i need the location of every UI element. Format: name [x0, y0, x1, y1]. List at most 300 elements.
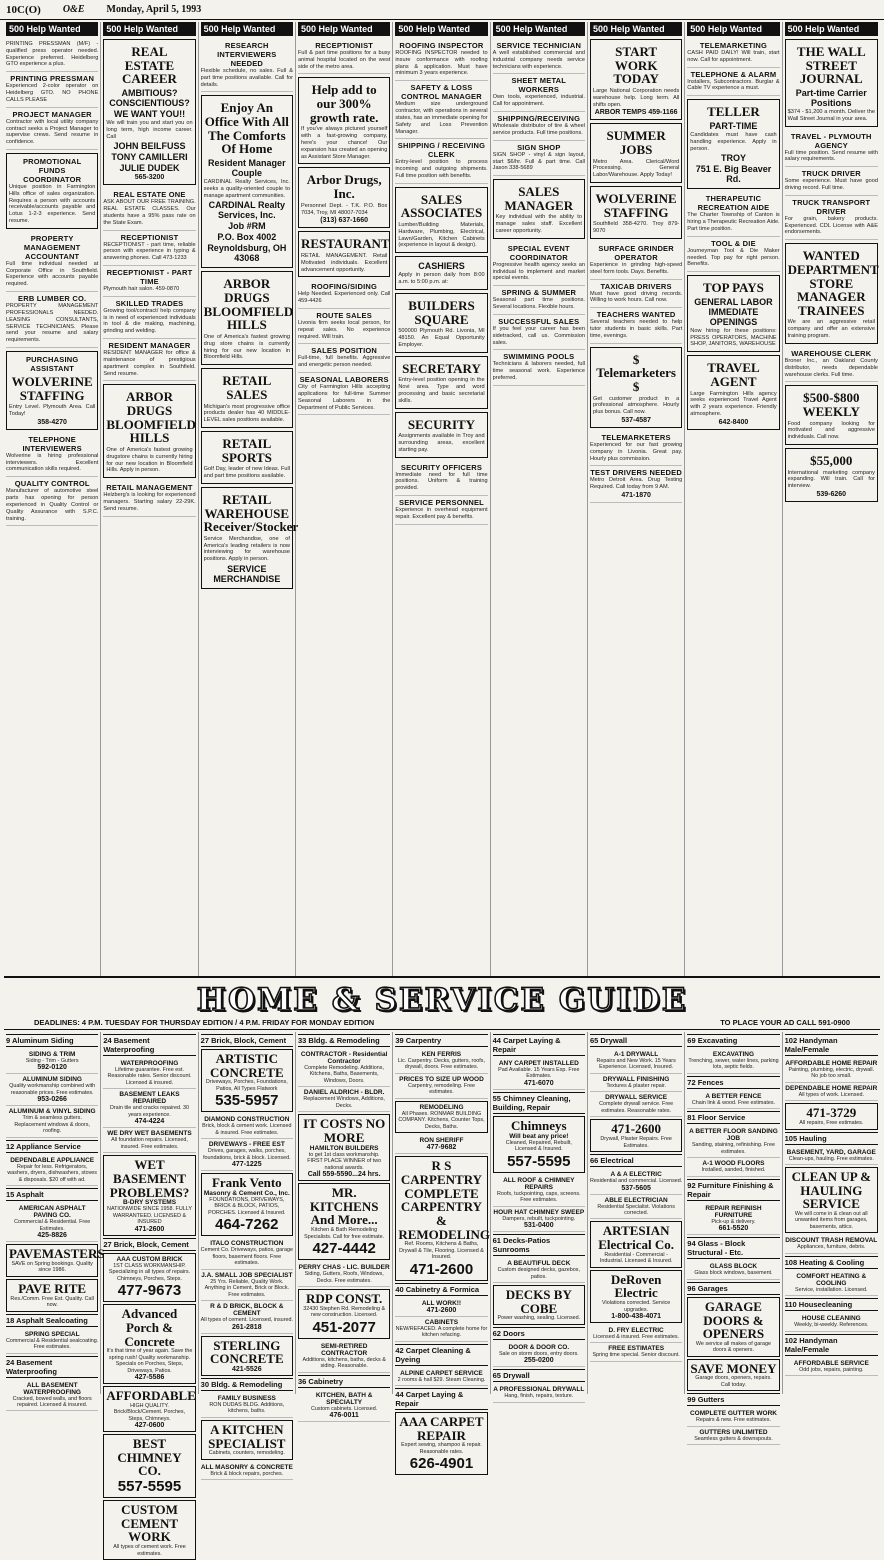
service-ad-headline: DEPENDABLE APPLIANCE	[10, 1156, 95, 1164]
classified-ad	[785, 385, 878, 445]
ad-subtitle: CASHIERS	[418, 261, 465, 272]
column-heading: 500 Help Wanted	[493, 22, 585, 36]
ad-body: Own tools, experienced, industrial. Call for appointment.	[492, 94, 585, 108]
ad-body: PRINTING PRESSMAN (M/F) - qualified press operator needed. Experience preferred. Heidelberg GTO experience a plus.	[6, 41, 99, 68]
ad-headline: TELEPHONE & ALARM	[690, 69, 777, 79]
service-ad	[785, 1235, 878, 1253]
service-ad-body: Lifetime guarantee. Free est. Reasonable rates. Senior discount. Licensed & insured.	[107, 1067, 192, 1086]
ad-subtitle: Resident Manager Couple	[208, 158, 286, 178]
column-heading: 500 Help Wanted	[590, 22, 682, 36]
classified-column	[101, 22, 198, 976]
place-ad-text: TO PLACE YOUR AD CALL 591-0900	[720, 1018, 850, 1027]
service-ad-phone: 471-2600	[134, 1225, 165, 1233]
service-ad	[687, 1126, 779, 1158]
service-category: 39 Carpentry	[395, 1034, 487, 1047]
service-ad-phone-large: 626-4901	[409, 1455, 474, 1473]
service-ad-headline: PERRY CHAS - LIC. BUILDER	[298, 1264, 390, 1272]
service-ad-headline: KEN FERRIS	[421, 1051, 462, 1058]
ad-phone: 539-6260	[816, 491, 847, 499]
service-ad-phone: 476-0011	[329, 1412, 359, 1420]
service-category: 69 Excavating	[687, 1034, 779, 1047]
service-ad-body: Glass block windows, basement.	[694, 1270, 773, 1277]
service-ad-body: NATIONWIDE SINCE 1958. FULLY WARRANTEED. LICENSED & INSURED	[107, 1206, 192, 1226]
classified-ad	[201, 95, 293, 268]
service-ad-body: SAVE on Spring bookings. Quality since 1986.	[11, 1260, 93, 1274]
service-ad-body: Repairs and New Work. 15 Years Experience. Licensed, Insured.	[596, 1058, 676, 1071]
classified-ad	[785, 39, 878, 127]
ad-headline: TELEMARKETERS	[601, 433, 671, 443]
service-category: 65 Drywall	[590, 1034, 682, 1047]
service-ad	[201, 1114, 293, 1139]
ad-body: Food company looking for motivated and aggressive individuals. Call now.	[787, 420, 875, 441]
classified-ad	[6, 232, 98, 292]
ad-subtitle: Part-time Carrier Positions	[795, 87, 867, 108]
service-category: 33 Bldg. & Remodeling	[298, 1034, 390, 1047]
service-ad-headline: HOUR HAT CHIMNEY SWEEP	[493, 1208, 585, 1216]
service-ad-body: Painting, plumbing, electric, drywall. No job too small.	[788, 1067, 875, 1080]
service-ad	[6, 1106, 98, 1137]
service-ad-phone: 592-0120	[37, 1064, 67, 1072]
ad-headline: SERVICE TECHNICIAN	[496, 41, 582, 50]
service-ad-headline: SIDING & TRIM	[28, 1051, 76, 1058]
service-category: 24 Basement Waterproofing	[103, 1034, 195, 1056]
service-ad-body: Replacement Windows, Additions, Decks.	[303, 1096, 385, 1109]
service-ad-phone: 425-8826	[37, 1232, 67, 1240]
service-ad-headline: PRICES TO SIZE UP WOOD	[399, 1075, 484, 1083]
service-category: 24 Basement Waterproofing	[6, 1356, 98, 1378]
ad-headline: SECURITY OFFICERS	[400, 462, 483, 472]
service-ad	[687, 1158, 779, 1176]
ad-body: Lumber/Building Materials, Hardware, Plumbing, Electrical, Lawn/Garden, Kitchen Cabinets (experience in layout & design).	[398, 222, 485, 249]
classified-ad	[590, 186, 682, 239]
service-ad-headline: CABINETS	[424, 1318, 459, 1326]
ad-headline: PROJECT MANAGER	[12, 109, 92, 119]
ad-body: $374 - $1,200 a month. Deliver the Wall Street Journal in your area.	[787, 108, 875, 122]
service-ad	[590, 1325, 682, 1343]
ad-body: Experience in grinding high-speed steel form tools. Days. Benefits.	[589, 261, 683, 275]
service-ad	[395, 1298, 487, 1317]
ad-display-title: TRAVEL AGENT	[707, 360, 760, 389]
issue-date: Monday, April 5, 1993	[106, 4, 202, 15]
classified-ad	[395, 256, 487, 290]
ad-body: City of Farmington Hills accepting applications for full-time Summer Seasonal Laborers in the Department of Public Services.	[297, 384, 391, 411]
ad-phone: ARBOR TEMPS 459-1166	[594, 109, 678, 117]
service-ad-subtitle: B-DRY SYSTEMS	[122, 1199, 177, 1207]
service-category: 9 Aluminum Siding	[6, 1034, 98, 1047]
service-ad-body: Cement Co. Driveways, patios, garage floors, basement floors. Free estimates.	[200, 1247, 293, 1267]
service-ad	[103, 1089, 195, 1128]
service-ad	[201, 1301, 293, 1333]
service-ad	[395, 1317, 487, 1342]
ad-body: Several teachers needed to help tutor students in basic skills. Part time, evenings.	[589, 319, 683, 339]
service-column	[393, 1032, 491, 1473]
classified-ad	[103, 39, 195, 185]
service-ad	[395, 1049, 487, 1074]
classified-ad	[590, 39, 682, 120]
service-ad-headline: AMERICAN ASPHALT PAVING CO.	[18, 1205, 86, 1220]
service-ad-display-title: ARTESIAN Electrical Co.	[598, 1223, 675, 1253]
classified-ad	[201, 431, 293, 484]
service-ad	[395, 1156, 491, 1280]
service-column	[296, 1032, 393, 1420]
classified-ad	[395, 81, 487, 139]
service-ad-body: Carpentry, remodeling. Free estimates.	[407, 1082, 475, 1096]
classified-ad	[493, 74, 585, 112]
ad-body: International marketing company expanding. Will train. Call for interview.	[787, 469, 875, 490]
service-ad-phone-large: 477-9673	[117, 1282, 182, 1300]
service-category: 65 Drywall	[493, 1369, 585, 1382]
service-ad-body: Roofs, tuckpointing, caps, screens. Free estimates.	[497, 1190, 581, 1204]
service-ad-headline: FAMILY BUSINESS	[217, 1394, 276, 1402]
service-ad-headline: ITALO CONSTRUCTION	[210, 1240, 284, 1248]
ad-body: Manufacturer of automotive steel parts has opening for person experienced in Quality Control or Quality Assurance with S.P.C. training.	[6, 488, 99, 522]
service-ad	[298, 1289, 390, 1339]
service-ad	[298, 1114, 390, 1181]
service-ad-headline: BASEMENT LEAKS REPAIRED	[119, 1091, 180, 1106]
service-category: 15 Asphalt	[6, 1188, 98, 1201]
service-ad-phone-large: 557-5595	[507, 1152, 571, 1170]
service-ad-phone: 661-5520	[718, 1225, 749, 1233]
ad-body: Metro Area. Clerical/Word Processing. General Labor/Warehouse. Apply Today!	[592, 158, 680, 179]
service-ad	[590, 1221, 682, 1267]
ad-headline: TRAVEL - PLYMOUTH AGENCY	[790, 131, 872, 150]
ad-body: Large Farmington Hills agency seeks experienced Travel Agent with 2 years experience. Friendly atmosphere.	[690, 390, 777, 417]
ad-headline: WAREHOUSE CLERK	[791, 348, 872, 358]
ad-display-title: BUILDERS SQUARE	[408, 297, 475, 327]
ad-body: Technicians & laborers needed, full time seasonal work. Experience preferred.	[492, 361, 585, 381]
service-category: 110 Housecleaning	[785, 1298, 878, 1311]
classified-column	[588, 22, 685, 976]
service-ad-headline: ALL MASONRY & CONCRETE	[200, 1463, 293, 1471]
service-ad-body: Trenching, sewer, water lines, parking lots, septic fields.	[688, 1058, 779, 1071]
ad-body: A well established commercial and industrial company needs service technicians with experience.	[492, 50, 585, 70]
service-ad-phone-large: 427-4442	[312, 1240, 376, 1258]
service-ad	[493, 1116, 585, 1173]
classified-ad	[687, 355, 779, 430]
service-column	[588, 1032, 685, 1394]
service-category: 27 Brick, Block, Cement	[103, 1238, 195, 1251]
ad-display-title: Arbor Drugs, Inc.	[306, 172, 382, 202]
ad-body: Growing tool/contract/ help company is in need of experienced individuals in tool & die making, machining, grinding and welding.	[103, 307, 196, 335]
service-ad-phone: 471-2600	[426, 1306, 457, 1314]
ad-body: We will train you and start you on long term, high income career. Call	[106, 119, 193, 140]
classified-ad	[590, 280, 682, 309]
ad-body: Must have good driving records. Willing to work hours. Call now.	[589, 290, 683, 304]
service-ad	[785, 1058, 878, 1083]
service-ad	[201, 1049, 293, 1112]
ad-body: CASH PAID DAILY! Will train, start now. Call for appointment.	[687, 50, 780, 63]
service-ad-display-title: Frank Vento	[211, 1175, 282, 1191]
page-number: 10C(O)	[6, 3, 41, 16]
ad-body: Large National Corporation needs warehouse help. Long term. All shifts open.	[592, 87, 680, 108]
ad-display-title: $55,000	[810, 453, 853, 469]
service-ad	[6, 1380, 98, 1412]
service-ad-headline: ALPINE CARPET SERVICE	[400, 1369, 483, 1377]
service-ad-body: Res./Comm. Free Est. Quality. Call now.	[10, 1295, 94, 1309]
ad-body: RECEPTIONIST - part time, reliable person with experience in typing & answering phones. Call 473-1233	[103, 241, 196, 262]
ad-body: Southfield 358-4270. Troy 879-9070	[592, 221, 680, 235]
ad-body: One of America's fastest growing drugstore chains is currently hiring for our new location in Bloomfield Hills. Apply in person.	[106, 446, 193, 474]
service-category: 92 Furniture Finishing & Repair	[687, 1179, 779, 1201]
ad-headline: TRUCK DRIVER	[801, 169, 861, 179]
service-ad-body: Chain link & wood. Free estimates.	[691, 1099, 776, 1106]
classified-ad	[103, 188, 195, 230]
service-ad	[785, 1103, 878, 1129]
service-ad-body: Garage doors, openers, repairs. Call today.	[695, 1375, 772, 1388]
ad-display-title: $ Telemarketers $	[596, 351, 676, 394]
ad-phone: (313) 637-1660	[320, 217, 369, 225]
ad-body: Full & part time positions for a busy animal hospital located on the west side of the metro area.	[297, 50, 391, 70]
ad-body: The Charter Township of Canton is hiring a Therapeutic Recreation Aide. Part time position.	[687, 212, 780, 232]
service-ad-body: We service all makes of garage doors & openers.	[695, 1340, 772, 1354]
classified-ad	[687, 275, 779, 352]
service-ad-body: All foundation repairs. Licensed, insured. Free estimates.	[111, 1137, 188, 1150]
ad-display-title: $500-$800 WEEKLY	[802, 390, 860, 419]
service-ad-headline: ALL BASEMENT WATERPROOFING	[23, 1381, 81, 1396]
service-ad-phone-large: 535-5957	[215, 1092, 279, 1110]
service-ad	[785, 1358, 878, 1376]
classified-ad	[201, 368, 293, 428]
service-ad-body: to get 1st class workmanship. FIRST PLACE WINNER of two national awards.	[307, 1151, 382, 1171]
service-ad	[201, 1139, 293, 1171]
classified-ad	[6, 292, 98, 348]
service-ad	[590, 1092, 682, 1117]
ad-body: If you've always pictured yourself with a fast-growing company, here's your chance! Our expansion has created an opening as Assistant Store Manager.	[300, 126, 388, 160]
service-ad-body: Pick-up & delivery.	[711, 1218, 756, 1225]
ad-body: Flexible schedule, no sales. Full & part time positions available. Call for details.	[200, 68, 293, 88]
service-ad-body: All Phases. RONMAR BUILDING COMPANY. Kitchens, Counter Tops, Decks, Baths.	[398, 1110, 485, 1130]
ad-headline: TELEMARKETING	[699, 41, 768, 50]
ad-display-title: TOP PAYS	[703, 280, 764, 296]
service-ad-phone: 531-0400	[524, 1222, 554, 1230]
classified-ad	[298, 344, 390, 373]
service-ad-display-title: RDP CONST.	[305, 1291, 383, 1307]
ad-body: CARDINAL Realty Services, Inc. seeks a quality-oriented couple to manage apartment communities.	[203, 179, 290, 199]
ad-body: Assignments available in Troy and surrounding areas, excellent starting pay.	[398, 433, 485, 453]
classified-ad	[395, 412, 487, 458]
classified-column	[393, 22, 490, 976]
service-ad-display-title: DECKS BY COBE	[505, 1287, 572, 1316]
service-ad-headline: DANIEL ALDRICH - BLDR.	[303, 1089, 385, 1097]
ad-display-title: TELLER	[707, 104, 760, 120]
ad-body: Plymouth hair salon. 459-0870	[103, 286, 180, 293]
ad-display-title: ARBOR DRUGS BLOOMFIELD HILLS	[106, 389, 196, 446]
ad-display-title: WOLVERINE STAFFING	[11, 373, 93, 403]
classified-ad	[201, 39, 293, 92]
service-ad-headline: A BEAUTIFUL DECK	[507, 1260, 571, 1268]
service-ad	[493, 1175, 585, 1207]
classified-ad	[590, 347, 682, 428]
service-ad-headline: EXCAVATING	[712, 1051, 755, 1058]
service-ad-body: All types of cement. Licensed, insured.	[200, 1317, 293, 1324]
service-ad-headline: D. FRY ELECTRIC	[608, 1326, 664, 1334]
service-ad-headline: COMPLETE GUTTER WORK	[689, 1410, 777, 1418]
service-ad-phone: 477-1225	[232, 1161, 262, 1169]
service-ad-phone: 537-5605	[621, 1184, 651, 1192]
ad-phone: 642-8400	[718, 418, 749, 426]
classified-ad	[590, 123, 682, 183]
classified-ad	[785, 167, 878, 196]
service-category: 44 Carpet Laying & Repair	[493, 1034, 585, 1056]
service-ad-body: Trim & seamless gutters. Replacement windows & doors, roofing.	[14, 1115, 90, 1135]
service-ad	[493, 1384, 585, 1402]
service-ad-phone-large: 451-2077	[312, 1318, 376, 1336]
service-ad-body: Weekly, bi-weekly. References.	[794, 1322, 869, 1329]
ad-body: We are an aggressive retail company and offer an extensive training program.	[787, 319, 875, 340]
classified-ad	[687, 68, 779, 97]
service-category: 12 Appliance Service	[6, 1140, 98, 1153]
service-ad-headline: REMODELING	[419, 1103, 464, 1111]
ad-headline: SERVICE PERSONNEL	[399, 498, 484, 508]
ad-body: Experienced 2-color operator on Heidelberg GTO. NO PHONE CALLS PLEASE	[6, 83, 99, 103]
service-category: 55 Chimney Cleaning, Building, Repair	[493, 1092, 585, 1114]
service-ad	[103, 1155, 195, 1235]
service-ad-body: All repairs, Free estimates.	[799, 1120, 864, 1127]
service-ad-body: Clean-ups, hauling. Free estimates.	[788, 1155, 874, 1162]
service-ad	[395, 1412, 487, 1475]
service-ad-body: Lic. Carpentry. Decks, gutters, roofs, drywall, doors. Free estimates.	[397, 1058, 486, 1071]
column-heading: 500 Help Wanted	[201, 22, 293, 36]
ad-body: Get customer product in a professional atmosphere. Hourly plus bonus. Call now.	[592, 395, 680, 416]
classified-ad	[590, 242, 682, 280]
service-ad	[785, 1313, 878, 1331]
service-ad-display-title: ARTISTIC CONCRETE	[209, 1051, 284, 1080]
ad-contact-name: CARDINAL Realty Services, Inc.	[208, 200, 285, 221]
service-ad	[590, 1074, 682, 1092]
service-ad-body: Complete Remodeling. Additions, Kitchens, Baths, Basements, Windows, Doors.	[304, 1065, 384, 1084]
service-ad-body: Service, installation. Licensed.	[795, 1286, 868, 1293]
ad-body: RESIDENT MANAGER for office & maintenance of prestigious apartment complex in Southfield. Send resume.	[103, 350, 196, 377]
service-ad-display-title: GARAGE DOORS & OPENERS	[702, 1298, 765, 1342]
ad-body: Wolverine is hiring professional interviewers. Excellent communication skills required.	[6, 452, 99, 473]
classified-column	[491, 22, 588, 976]
ad-body: Full time position. Send resume with salary requirements.	[784, 149, 878, 163]
service-column	[491, 1032, 588, 1400]
classified-ad	[298, 280, 390, 309]
service-column	[101, 1032, 198, 1557]
service-ad	[785, 1271, 878, 1296]
ad-contact-name: P.O. Box 4002	[217, 232, 277, 243]
service-ad-display-title: A KITCHEN SPECIALIST	[208, 1421, 286, 1451]
ad-body: PROPERTY MANAGEMENT PROFESSIONALS NEEDED. LEASING CONSULTANTS, SERVICE TECHNICIANS. Please send your resume and salary requirements.	[6, 303, 99, 344]
classified-ad	[6, 72, 98, 107]
ad-headline: TEST DRIVERS NEEDED	[590, 468, 682, 478]
service-ad-phone: 255-0200	[524, 1357, 554, 1365]
ad-contact-name: TONY CAMILLERI	[111, 152, 188, 163]
service-ad	[298, 1087, 390, 1112]
service-category: 61 Decks-Patios Sunrooms	[493, 1234, 585, 1256]
service-ad-subtitle: HAMILTON BUILDERS	[309, 1144, 379, 1152]
service-category: 105 Hauling	[785, 1132, 878, 1145]
service-ad-body: Custom designed decks, gazebos, patios.	[497, 1267, 580, 1280]
ad-body: Help Needed. Experienced only. Call 459-4426	[297, 291, 391, 305]
service-ad-body: Cleaned, Repaired, Rebuilt, Licensed & Insured.	[505, 1139, 572, 1153]
service-ad-phone: 1-800-438-4071	[611, 1312, 662, 1320]
classified-ad	[395, 356, 487, 409]
service-ad	[6, 1203, 98, 1242]
ad-headline: ROOFING/SIDING	[311, 282, 377, 292]
ad-headline: SUCCESSFUL SALES	[498, 316, 580, 326]
classified-column	[4, 22, 101, 976]
ad-headline: RESEARCH INTERVIEWERS NEEDED	[217, 41, 277, 68]
classified-ad	[687, 192, 779, 236]
service-ad-headline: COMFORT HEATING & COOLING	[796, 1272, 867, 1287]
ad-body: Apply in person daily from 8:00 a.m. to 5:00 p.m. at:	[398, 272, 485, 286]
classified-ad	[590, 308, 682, 343]
ad-headline: PROMOTIONAL FUNDS COORDINATOR	[22, 156, 82, 184]
service-ad-headline: ABLE ELECTRICIAN	[604, 1196, 668, 1204]
service-ad-headline: REPAIR REFINISH FURNITURE	[705, 1204, 762, 1219]
ad-display-title: SUMMER JOBS	[606, 128, 666, 157]
service-ad	[103, 1304, 195, 1384]
service-ad-headline: DISCOUNT TRASH REMOVAL	[785, 1237, 878, 1245]
ad-body: ROOFING INSPECTOR needed to insure conformance with roofing plans & application. Must have minimum 3 years experience.	[395, 50, 488, 77]
ad-body: Entry Level. Plymouth Area. Call Today!	[9, 404, 96, 418]
service-ad	[687, 1427, 779, 1445]
service-ad-phone: 421-5526	[232, 1365, 262, 1373]
service-ad-headline: AFFORDABLE SERVICE	[793, 1359, 869, 1367]
ad-display-title: ARBOR DRUGS BLOOMFIELD HILLS	[203, 276, 294, 333]
service-ad	[6, 1244, 105, 1277]
service-ad-display-title: AFFORDABLE	[106, 1388, 196, 1404]
ad-body: If you feel your career has been sidetracked, call us. Commission sales.	[492, 325, 585, 346]
service-ad	[103, 1253, 195, 1302]
service-ad	[201, 1420, 293, 1460]
service-ad	[103, 1500, 195, 1560]
classified-ad	[395, 139, 487, 183]
ad-headline: TELEPHONE INTERVIEWERS	[22, 434, 82, 453]
service-ad-headline: ALUMINUM SIDING	[22, 1076, 82, 1084]
ad-subtitle: GENERAL LABOR IMMEDIATE OPENINGS	[694, 296, 773, 327]
ad-display-title: SECRETARY	[402, 360, 481, 376]
service-column	[4, 1032, 105, 1408]
service-ad	[493, 1258, 585, 1283]
ad-headline: SEASONAL LABORERS	[299, 375, 389, 385]
service-ad-headline: ALUMINUM & VINYL SIDING	[8, 1108, 96, 1116]
home-service-guide-listings	[4, 1032, 880, 1557]
ad-headline: SPRING & SUMMER	[501, 288, 577, 298]
service-ad	[201, 1270, 293, 1301]
service-ad-headline: ANY CARPET INSTALLED	[498, 1060, 579, 1067]
service-ad-body: It's that time of year again. Save the spring rush! Quality workmanship. Specials on Porches, Steps, Driveways, Patios.	[106, 1348, 193, 1374]
ad-body: RETAIL MANAGEMENT. Retail Motivated individuals. Excellent advancement opportunity.	[300, 252, 388, 273]
ad-display-title: RESTAURANT	[300, 236, 390, 252]
ad-body: Immediate need for full time positions. Uniform & training provided.	[395, 471, 488, 492]
classified-ad	[298, 39, 390, 74]
ad-display-title: REAL ESTATE CAREER	[122, 44, 177, 87]
service-ad-body: All types of work. Licensed.	[798, 1091, 864, 1098]
ad-headline: RESIDENT MANAGER	[108, 341, 191, 351]
service-ad	[493, 1285, 585, 1325]
service-ad-body: Commercial & Residential sealcoating. Free estimates.	[6, 1337, 99, 1351]
service-ad-headline: A & A ELECTRIC	[610, 1171, 662, 1179]
ad-display-title: RETAIL WAREHOUSE Receiver/Stocker	[203, 491, 299, 535]
service-ad	[201, 1462, 293, 1480]
service-ad	[6, 1049, 98, 1074]
service-ad-body: Siding - Trim - Gutters	[25, 1058, 79, 1064]
service-ad-headline: RON SHERIFF	[419, 1137, 464, 1145]
service-ad-display-title: PAVE RITE	[18, 1280, 87, 1296]
service-ad-headline: WATERPROOFING	[120, 1060, 179, 1067]
service-ad-subtitle: Will beat any price!	[509, 1132, 569, 1140]
service-ad-display-title: 471-3729	[806, 1105, 857, 1121]
service-category: 42 Carpet Cleaning & Dyeing	[395, 1344, 487, 1366]
ad-display-title: SALES MANAGER	[504, 184, 574, 213]
home-service-guide-title: HOME & SERVICE GUIDE	[196, 982, 688, 1018]
ad-body: One of America's fastest growing drug store chains is currently hiring for our new location in Bloomfield Hills.	[203, 334, 290, 361]
service-ad-body: Repairs & new. Free estimates.	[696, 1417, 771, 1424]
ad-body: Candidates must have cash handling experience. Apply in person.	[690, 131, 777, 152]
